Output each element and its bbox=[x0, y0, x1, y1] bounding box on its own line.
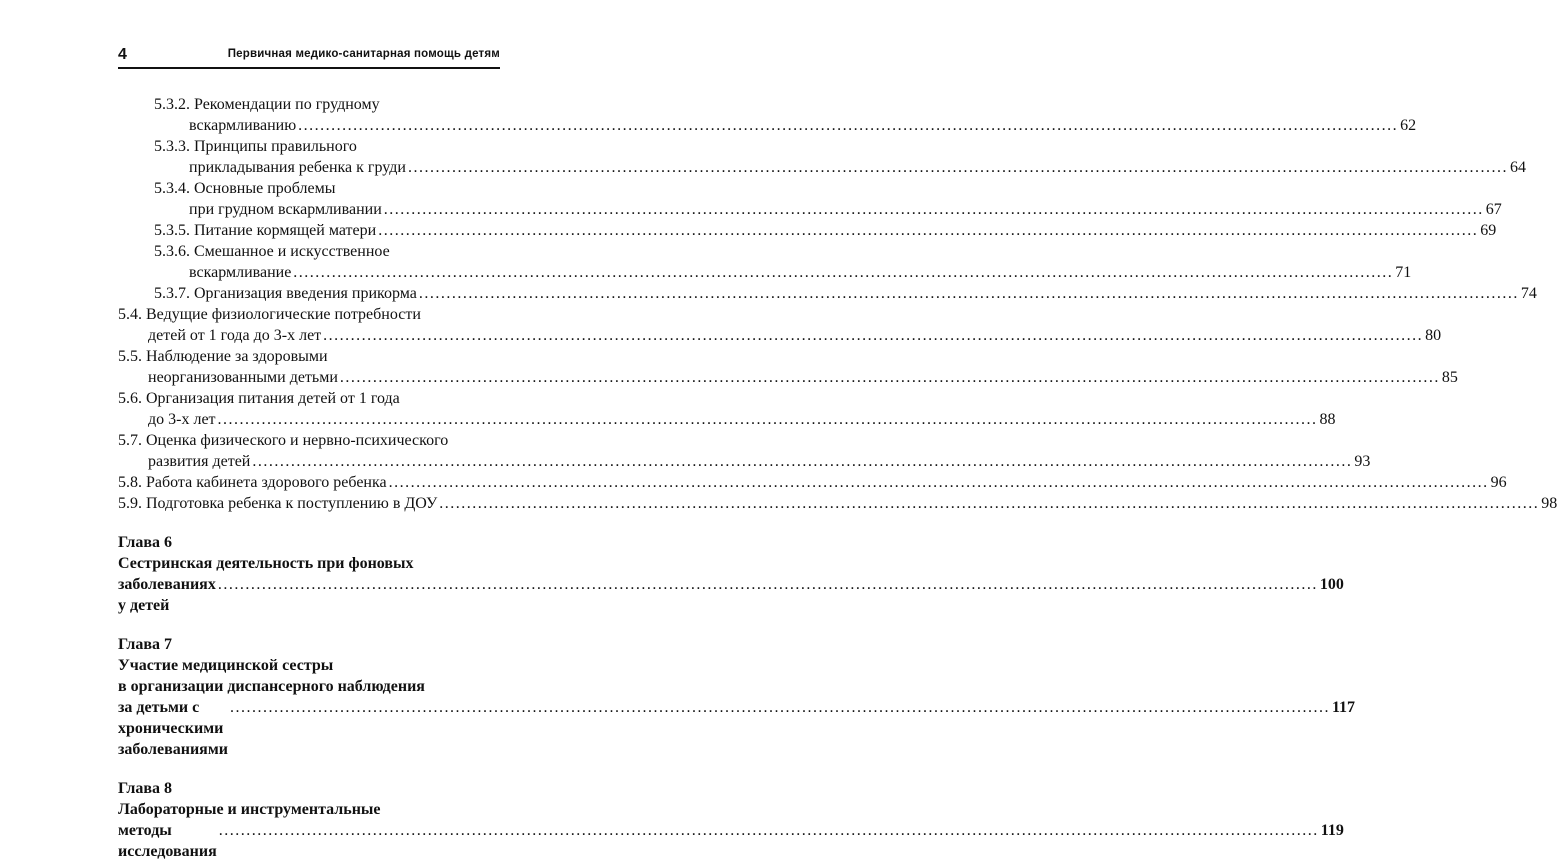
dot-leader: ........................................................................................................................................................................................................ bbox=[217, 576, 1318, 593]
chapter-label: Глава 6 bbox=[118, 534, 172, 551]
dot-leader: ........................................................................................................................................................................................................ bbox=[407, 159, 1508, 176]
chapter-title-line: в организации диспансерного наблюдения bbox=[118, 678, 425, 695]
toc-entry-line bbox=[118, 346, 500, 367]
toc-entry-line bbox=[154, 94, 500, 115]
dot-leader: ........................................................................................................................................................................................................ bbox=[298, 117, 1399, 134]
toc-entry-text: Организация питания детей от 1 года bbox=[146, 390, 400, 407]
running-title: Первичная медико-санитарная помощь детям bbox=[227, 48, 500, 60]
toc-entry-number: 5.7. bbox=[118, 432, 142, 449]
toc-chapter bbox=[118, 634, 1356, 760]
chapter-last-line bbox=[118, 820, 1344, 862]
header-rule bbox=[118, 67, 500, 69]
toc-entry-last-line bbox=[118, 367, 1458, 388]
toc-entry bbox=[118, 493, 1557, 514]
dot-leader: ........................................................................................................................................................................................................ bbox=[229, 699, 1330, 716]
dot-leader: ........................................................................................................................................................................................................ bbox=[378, 222, 1479, 239]
toc-entry bbox=[118, 241, 1412, 283]
toc-page-number: 85 bbox=[1441, 369, 1458, 386]
dot-leader: ........................................................................................................................................................................................................ bbox=[383, 201, 1484, 218]
dot-leader: ........................................................................................................................................................................................................ bbox=[388, 474, 1489, 491]
toc-entry-line bbox=[154, 136, 500, 157]
page-header bbox=[118, 46, 500, 70]
toc-entry-text: прикладывания ребенка к груди bbox=[189, 159, 406, 176]
toc-entry bbox=[118, 94, 1417, 136]
chapter-label: Глава 7 bbox=[118, 636, 172, 653]
dot-leader: ........................................................................................................................................................................................................ bbox=[293, 264, 1394, 281]
toc-page-number: 117 bbox=[1331, 699, 1356, 716]
toc-entry-last-line bbox=[154, 283, 1537, 304]
toc-entry-last-line bbox=[154, 115, 1417, 136]
toc-entry-last-line bbox=[118, 493, 1557, 514]
toc-entry-line bbox=[118, 304, 500, 325]
toc-entry-text: вскармливание bbox=[189, 264, 292, 281]
toc-page-number: 96 bbox=[1490, 474, 1507, 491]
chapter-last-line bbox=[118, 697, 1356, 760]
toc-page-number: 80 bbox=[1425, 327, 1442, 344]
toc-chapter bbox=[118, 778, 1344, 862]
toc-page-number: 67 bbox=[1485, 201, 1502, 218]
toc-page-number: 71 bbox=[1395, 264, 1412, 281]
table-of-contents bbox=[118, 94, 1557, 862]
toc-entry bbox=[118, 472, 1507, 493]
toc-entry-number: 5.3.5. bbox=[154, 222, 190, 239]
dot-leader: ........................................................................................................................................................................................................ bbox=[218, 822, 1319, 839]
toc-entry-text: Основные проблемы bbox=[194, 180, 336, 197]
dot-leader: ........................................................................................................................................................................................................ bbox=[252, 453, 1353, 470]
toc-entry-text: 5.3.7. Организация введения прикорма bbox=[154, 285, 417, 302]
toc-page-number: 69 bbox=[1480, 222, 1497, 239]
toc-entry-text: вскармливанию bbox=[189, 117, 297, 134]
toc-entry-line bbox=[118, 430, 500, 451]
toc-entry bbox=[118, 430, 1371, 472]
dot-leader: ........................................................................................................................................................................................................ bbox=[323, 327, 1424, 344]
toc-page-number: 62 bbox=[1400, 117, 1417, 134]
toc-entry-text: неорганизованными детьми bbox=[148, 369, 338, 386]
toc-entry-number: 5.3.7. bbox=[154, 285, 190, 302]
toc-entry-text: 5.3.5. Питание кормящей матери bbox=[154, 222, 377, 239]
chapter-title-line: Сестринская деятельность при фоновых bbox=[118, 555, 414, 572]
toc-entry-number: 5.3.4. bbox=[154, 180, 190, 197]
toc-entry-number: 5.9. bbox=[118, 495, 142, 512]
toc-entry bbox=[118, 304, 1442, 346]
chapter-title-line: заболеваниях у детей bbox=[118, 576, 216, 614]
toc-entry-last-line bbox=[154, 220, 1497, 241]
chapter-title-line: методы исследования bbox=[118, 822, 217, 860]
toc-entry bbox=[118, 283, 1537, 304]
toc-entry-line bbox=[118, 388, 500, 409]
chapter-title-line: за детьми с хроническими заболеваниями bbox=[118, 699, 228, 758]
toc-entry-text: Рекомендации по грудному bbox=[194, 96, 380, 113]
toc-chapter bbox=[118, 532, 1344, 616]
chapter-title-line: Участие медицинской сестры bbox=[118, 657, 334, 674]
toc-entry-line bbox=[154, 178, 500, 199]
toc-entry-text: Принципы правильного bbox=[194, 138, 357, 155]
toc-entry-text: Наблюдение за здоровыми bbox=[146, 348, 328, 365]
chapter-title-line: Лабораторные и инструментальные bbox=[118, 801, 381, 818]
toc-page-number: 119 bbox=[1320, 822, 1344, 839]
toc-page-number: 98 bbox=[1541, 495, 1557, 512]
toc-entry-text: развития детей bbox=[148, 453, 251, 470]
toc-entry-text: Ведущие физиологические потребности bbox=[146, 306, 421, 323]
toc-entry-last-line bbox=[118, 325, 1442, 346]
toc-entry-text: Оценка физического и нервно-психического bbox=[146, 432, 449, 449]
toc-entry-text: 5.8. Работа кабинета здорового ребенка bbox=[118, 474, 387, 491]
toc-entry-text: при грудном вскармливании bbox=[189, 201, 382, 218]
toc-entry-text: 5.9. Подготовка ребенка к поступлению в ДОУ bbox=[118, 495, 438, 512]
toc-entry-last-line bbox=[154, 262, 1412, 283]
page-number: 4 bbox=[118, 46, 127, 63]
toc-page-number: 74 bbox=[1520, 285, 1537, 302]
toc-entry-last-line bbox=[154, 199, 1502, 220]
toc-entry bbox=[118, 178, 1502, 220]
toc-entry bbox=[118, 136, 1526, 178]
toc-entry-last-line bbox=[118, 451, 1371, 472]
toc-entry-number: 5.3.6. bbox=[154, 243, 190, 260]
toc-entry-number: 5.3.2. bbox=[154, 96, 190, 113]
toc-page-number: 64 bbox=[1509, 159, 1526, 176]
toc-entry-line bbox=[154, 241, 500, 262]
toc-entry bbox=[118, 388, 1336, 430]
toc-entry bbox=[118, 220, 1497, 241]
toc-entry-text: Смешанное и искусственное bbox=[194, 243, 390, 260]
toc-entry-number: 5.3.3. bbox=[154, 138, 190, 155]
chapter-last-line bbox=[118, 574, 1344, 616]
toc-entry-number: 5.4. bbox=[118, 306, 142, 323]
dot-leader: ........................................................................................................................................................................................................ bbox=[418, 285, 1519, 302]
dot-leader: ........................................................................................................................................................................................................ bbox=[217, 411, 1318, 428]
toc-entry-last-line bbox=[154, 157, 1526, 178]
toc-entry-text: детей от 1 года до 3-х лет bbox=[148, 327, 322, 344]
toc-page-number: 100 bbox=[1319, 576, 1344, 593]
toc-entry-last-line bbox=[118, 409, 1336, 430]
toc-page-number: 93 bbox=[1354, 453, 1371, 470]
dot-leader: ........................................................................................................................................................................................................ bbox=[439, 495, 1540, 512]
dot-leader: ........................................................................................................................................................................................................ bbox=[339, 369, 1440, 386]
toc-entry-number: 5.6. bbox=[118, 390, 142, 407]
toc-entry-text: до 3-х лет bbox=[148, 411, 216, 428]
toc-entry-number: 5.5. bbox=[118, 348, 142, 365]
toc-entry-number: 5.8. bbox=[118, 474, 142, 491]
toc-entry bbox=[118, 346, 1458, 388]
chapter-label: Глава 8 bbox=[118, 780, 172, 797]
toc-page-number: 88 bbox=[1319, 411, 1336, 428]
toc-entry-last-line bbox=[118, 472, 1507, 493]
